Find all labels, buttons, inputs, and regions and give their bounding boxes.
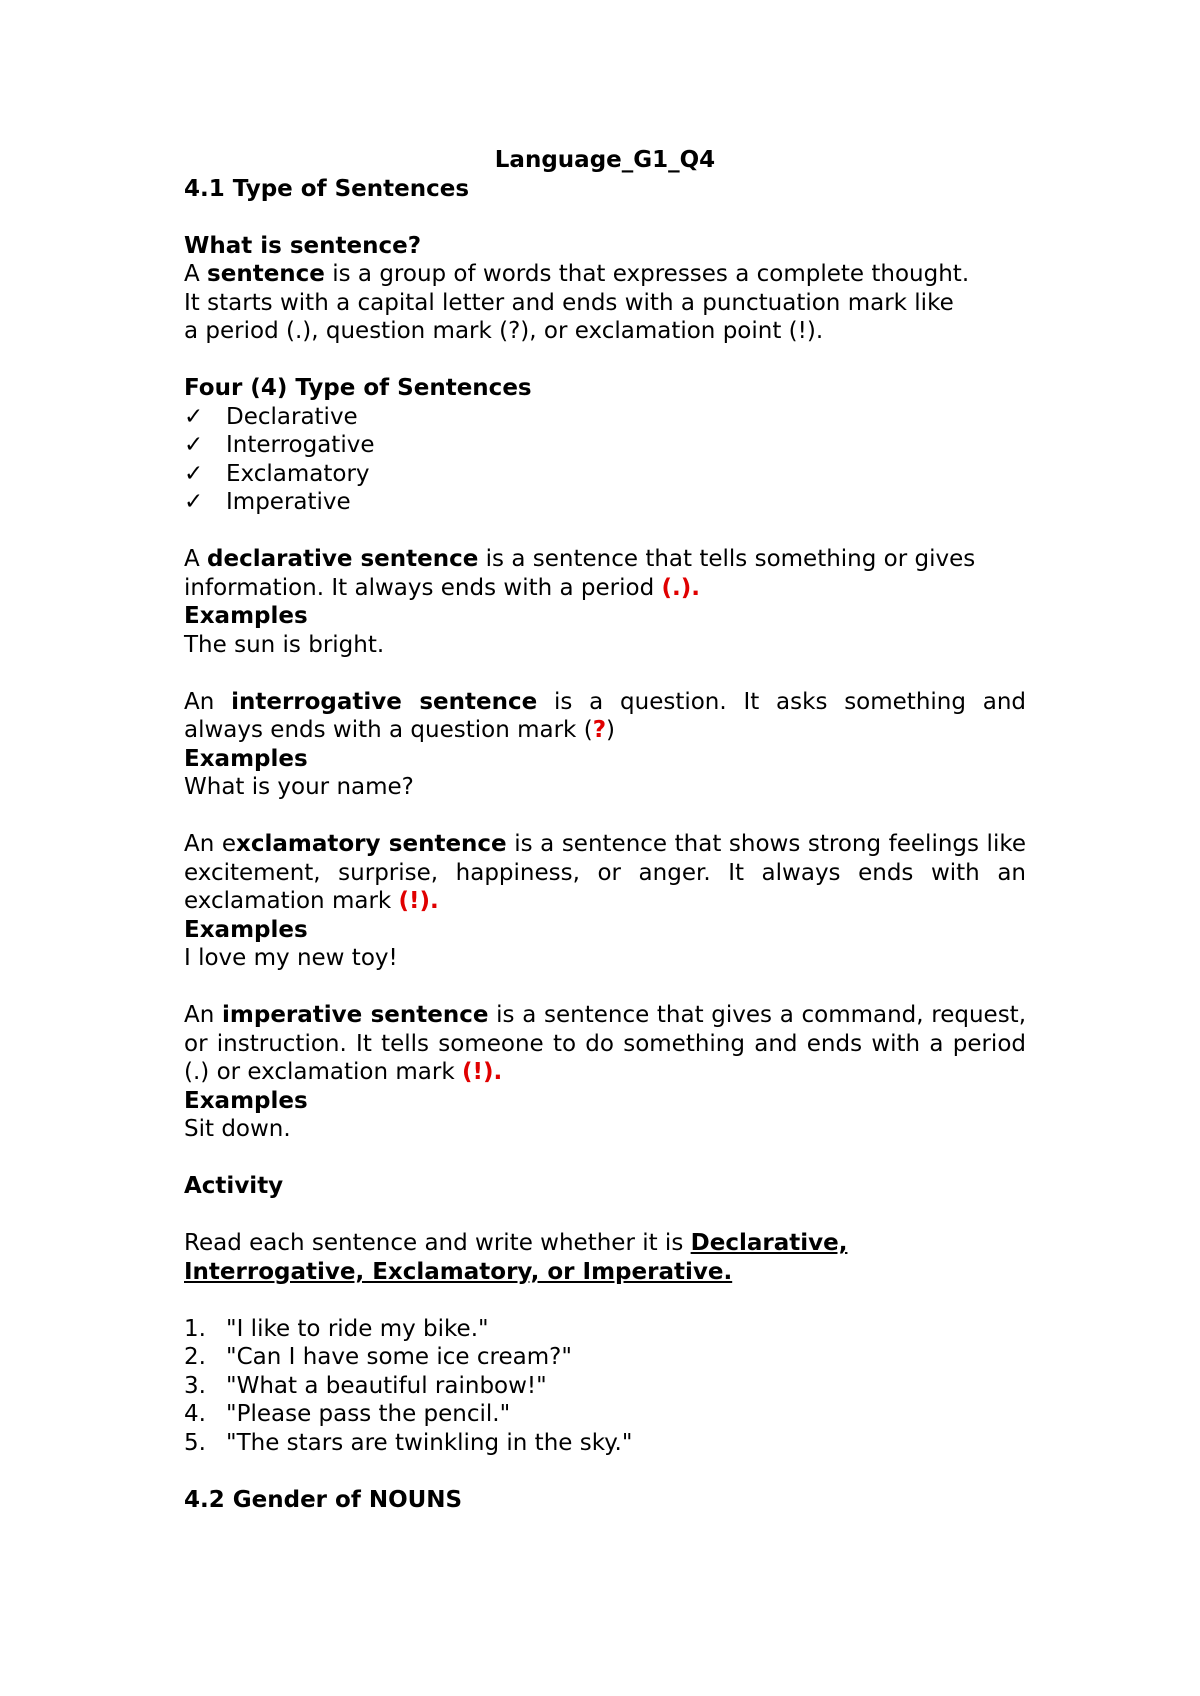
intro-line-1: A sentence is a group of words that expresses a complete thought. [184,261,970,287]
what-is-sentence-heading: What is sentence? [184,232,422,259]
imperative-definition: An imperative sentence is a sentence that gives a command, request, or instruction. It tells someone to do something and ends with a period (.) or exclamation mark (!). [184,1002,1027,1085]
type-list-item: ✓ Exclamatory [184,460,370,487]
activity-list-item: 1. "I like to ride my bike." [184,1315,489,1342]
type-list-item: ✓ Imperative [184,489,351,515]
examples-label: Examples [184,745,308,772]
checkmark-icon: ✓ [184,489,204,515]
examples-label: Examples [184,916,308,943]
declarative-definition: A declarative sentence is a sentence that tells something or gives information. It always ends with a period (.). [184,546,976,601]
document-title: Language_G1_Q4 [494,147,716,173]
activity-list-item: 5. "The stars are twinkling in the sky." [184,1429,633,1456]
type-list-item: ✓ Interrogative [184,432,375,458]
document-page [184,146,1026,1514]
checkmark-icon: ✓ [184,432,204,458]
activity-list-item: 3. "What a beautiful rainbow!" [184,1372,547,1399]
activity-instructions-line-2: Interrogative, Exclamatory, or Imperative. [184,1258,733,1285]
section-heading-4-2: 4.2 Gender of NOUNS [184,1486,463,1513]
declarative-example: The sun is bright. [184,631,385,658]
section-heading-4-1: 4.1 Type of Sentences [184,175,470,202]
activity-list-item: 4. "Please pass the pencil." [184,1401,511,1427]
exclamatory-example: I love my new toy! [184,945,398,971]
examples-label: Examples [184,603,308,629]
interrogative-example: What is your name? [184,774,414,800]
imperative-example: Sit down. [184,1116,291,1142]
activity-list-item: 2. "Can I have some ice cream?" [184,1344,572,1370]
activity-heading: Activity [184,1173,284,1199]
four-types-heading: Four (4) Type of Sentences [184,375,532,401]
exclamatory-definition: An exclamatory sentence is a sentence that shows strong feelings like excitement, surprise, happiness, or anger. It always ends with an exclamation mark (!). [184,831,1026,914]
checkmark-icon: ✓ [184,460,204,487]
intro-line-2: It starts with a capital letter and ends with a punctuation mark like [184,289,954,316]
checkmark-icon: ✓ [184,403,204,430]
type-list-item: ✓ Declarative [184,403,358,430]
interrogative-definition: An interrogative sentence is a question. It asks something and always ends with a question mark (?) [184,688,1027,743]
activity-instructions: Read each sentence and write whether it is Declarative, [184,1230,848,1256]
intro-line-3: a period (.), question mark (?), or exclamation point (!). [184,318,824,344]
examples-label: Examples [184,1087,308,1114]
